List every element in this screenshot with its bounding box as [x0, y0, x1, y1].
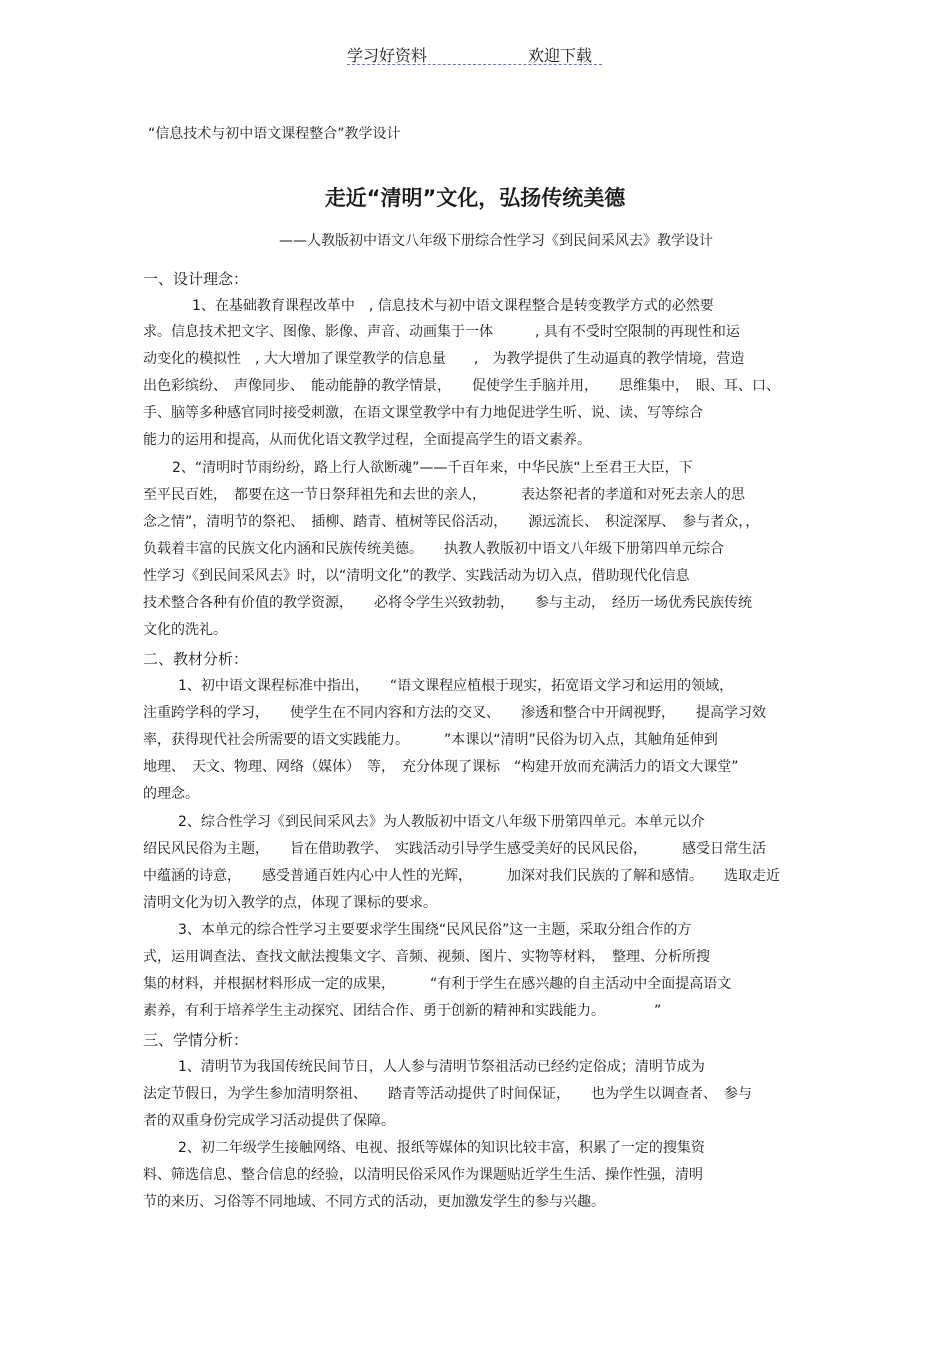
- text-line: 法定节假日，为学生参加清明祭祖、 踏青等活动提供了时间保证， 也为学生以调查者、 参与: [143, 1086, 752, 1102]
- text-line: 性学习《到民间采风去》时，以“清明文化”的教学、实践活动为切入点，借助现代化信息: [143, 568, 690, 584]
- text-line: 式，运用调查法、查找文献法搜集文字、音频、视频、图片、实物等材料， 整理、分析所搜: [143, 949, 710, 965]
- text-line: 素养，有利于培养学生主动探究、团结合作、勇于创新的精神和实践能力。 ”: [143, 1003, 662, 1019]
- text-line: 念之情”，清明节的祭祀、 插柳、踏青、植树等民俗活动， 源远流长、 积淀深厚、 参与者众，，: [143, 514, 760, 530]
- text-line: 料、筛选信息、整合信息的经验，以清明民俗采风作为课题贴近学生生活、操作性强，清明: [143, 1167, 703, 1183]
- page-title: 走近“清明”文化，弘扬传统美德: [324, 186, 626, 210]
- text-line: 率，获得现代社会所需要的语文实践能力。 ”本课以“清明”民俗为切入点，其触角延伸到: [143, 732, 718, 748]
- text-line: 2、综合性学习《到民间采风去》为人教版初中语文八年级下册第四单元。本单元以介: [178, 814, 705, 830]
- text-line: 负载着丰富的民族文化内涵和民族传统美德。 执教人教版初中语文八年级下册第四单元综合: [143, 541, 724, 557]
- header-right: 欢迎下载: [528, 46, 593, 65]
- section-heading: 三、学情分析：: [143, 1031, 249, 1049]
- text-line: 1、清明节为我国传统民间节日，人人参与清明节祭祖活动已经约定俗成；清明节成为: [178, 1059, 705, 1075]
- text-line: 手、脑等多种感官同时接受刺激，在语文课堂教学中有力地促进学生听、说、读、写等综合: [143, 405, 703, 421]
- text-line: 至平民百姓， 都要在这一节日祭拜祖先和去世的亲人， 表达祭祀者的孝道和对死去亲人的思: [143, 487, 745, 503]
- text-line: 3、本单元的综合性学习主要要求学生围绕“民风民俗”这一主题，采取分组合作的方: [178, 922, 692, 938]
- header-divider: [347, 64, 602, 65]
- text-line: 中蕴涵的诗意， 感受普通百姓内心中人性的光辉， 加深对我们民族的了解和感情。 选取走近: [143, 868, 780, 884]
- pretitle: “信息技术与初中语文课程整合”教学设计: [148, 126, 401, 142]
- text-line: 2、初二年级学生接触网络、电视、报纸等媒体的知识比较丰富，积累了一定的搜集资: [178, 1140, 705, 1156]
- section-heading: 二、教材分析：: [143, 650, 249, 668]
- text-line: 绍民风民俗为主题， 旨在借助教学、 实践活动引导学生感受美好的民风民俗， 感受日常生活: [143, 841, 766, 857]
- text-line: 者的双重身份完成学习活动提供了保障。: [143, 1113, 395, 1129]
- section-heading: 一、设计理念：: [143, 270, 249, 288]
- text-line: 1、初中语文课程标准中指出， “语文课程应植根于现实，拓宽语文学习和运用的领域，: [178, 678, 734, 694]
- text-line: 地理、 天文、物理、网络（媒体） 等， 充分体现了课标 “构建开放而充满活力的语文大课堂”: [143, 759, 739, 775]
- text-line: 节的来历、习俗等不同地域、不同方式的活动，更加激发学生的参与兴趣。: [143, 1194, 605, 1210]
- text-line: 集的材料，并根据材料形成一定的成果， “有利于学生在感兴趣的自主活动中全面提高语文: [143, 976, 732, 992]
- subtitle: ——人教版初中语文八年级下册综合性学习《到民间采风去》教学设计: [279, 233, 713, 249]
- text-line: 的理念。: [143, 786, 199, 802]
- text-line: 技术整合各种有价值的教学资源， 必将令学生兴致勃勃， 参与主动， 经历一场优秀民族传统: [143, 595, 752, 611]
- text-line: 清明文化为切入教学的点，体现了课标的要求。: [143, 895, 437, 911]
- text-line: 注重跨学科的学习， 使学生在不同内容和方法的交叉、 渗透和整合中开阔视野， 提高学习效: [143, 705, 766, 721]
- text-line: 求。信息技术把文字、图像、影像、声音、动画集于一体 , 具有不受时空限制的再现性和运: [143, 324, 740, 340]
- text-line: 文化的洗礼。: [143, 622, 227, 638]
- header-left: 学习好资料: [347, 46, 428, 65]
- text-line: 2、“清明时节雨纷纷，路上行人欲断魂”——千百年来，中华民族“上至君王大臣，下: [172, 460, 693, 476]
- text-line: 1、在基础教育课程改革中 , 信息技术与初中语文课程整合是转变教学方式的必然要: [178, 298, 714, 314]
- text-line: 出色彩缤纷、 声像同步、 能动能静的教学情景， 促使学生手脑并用， 思维集中， 眼、耳、口、: [143, 378, 780, 394]
- text-line: 动变化的模拟性 , 大大增加了课堂教学的信息量 , 为教学提供了生动逼真的教学情境，营造: [143, 351, 745, 367]
- text-line: 能力的运用和提高，从而优化语文教学过程，全面提高学生的语文素养。: [143, 432, 591, 448]
